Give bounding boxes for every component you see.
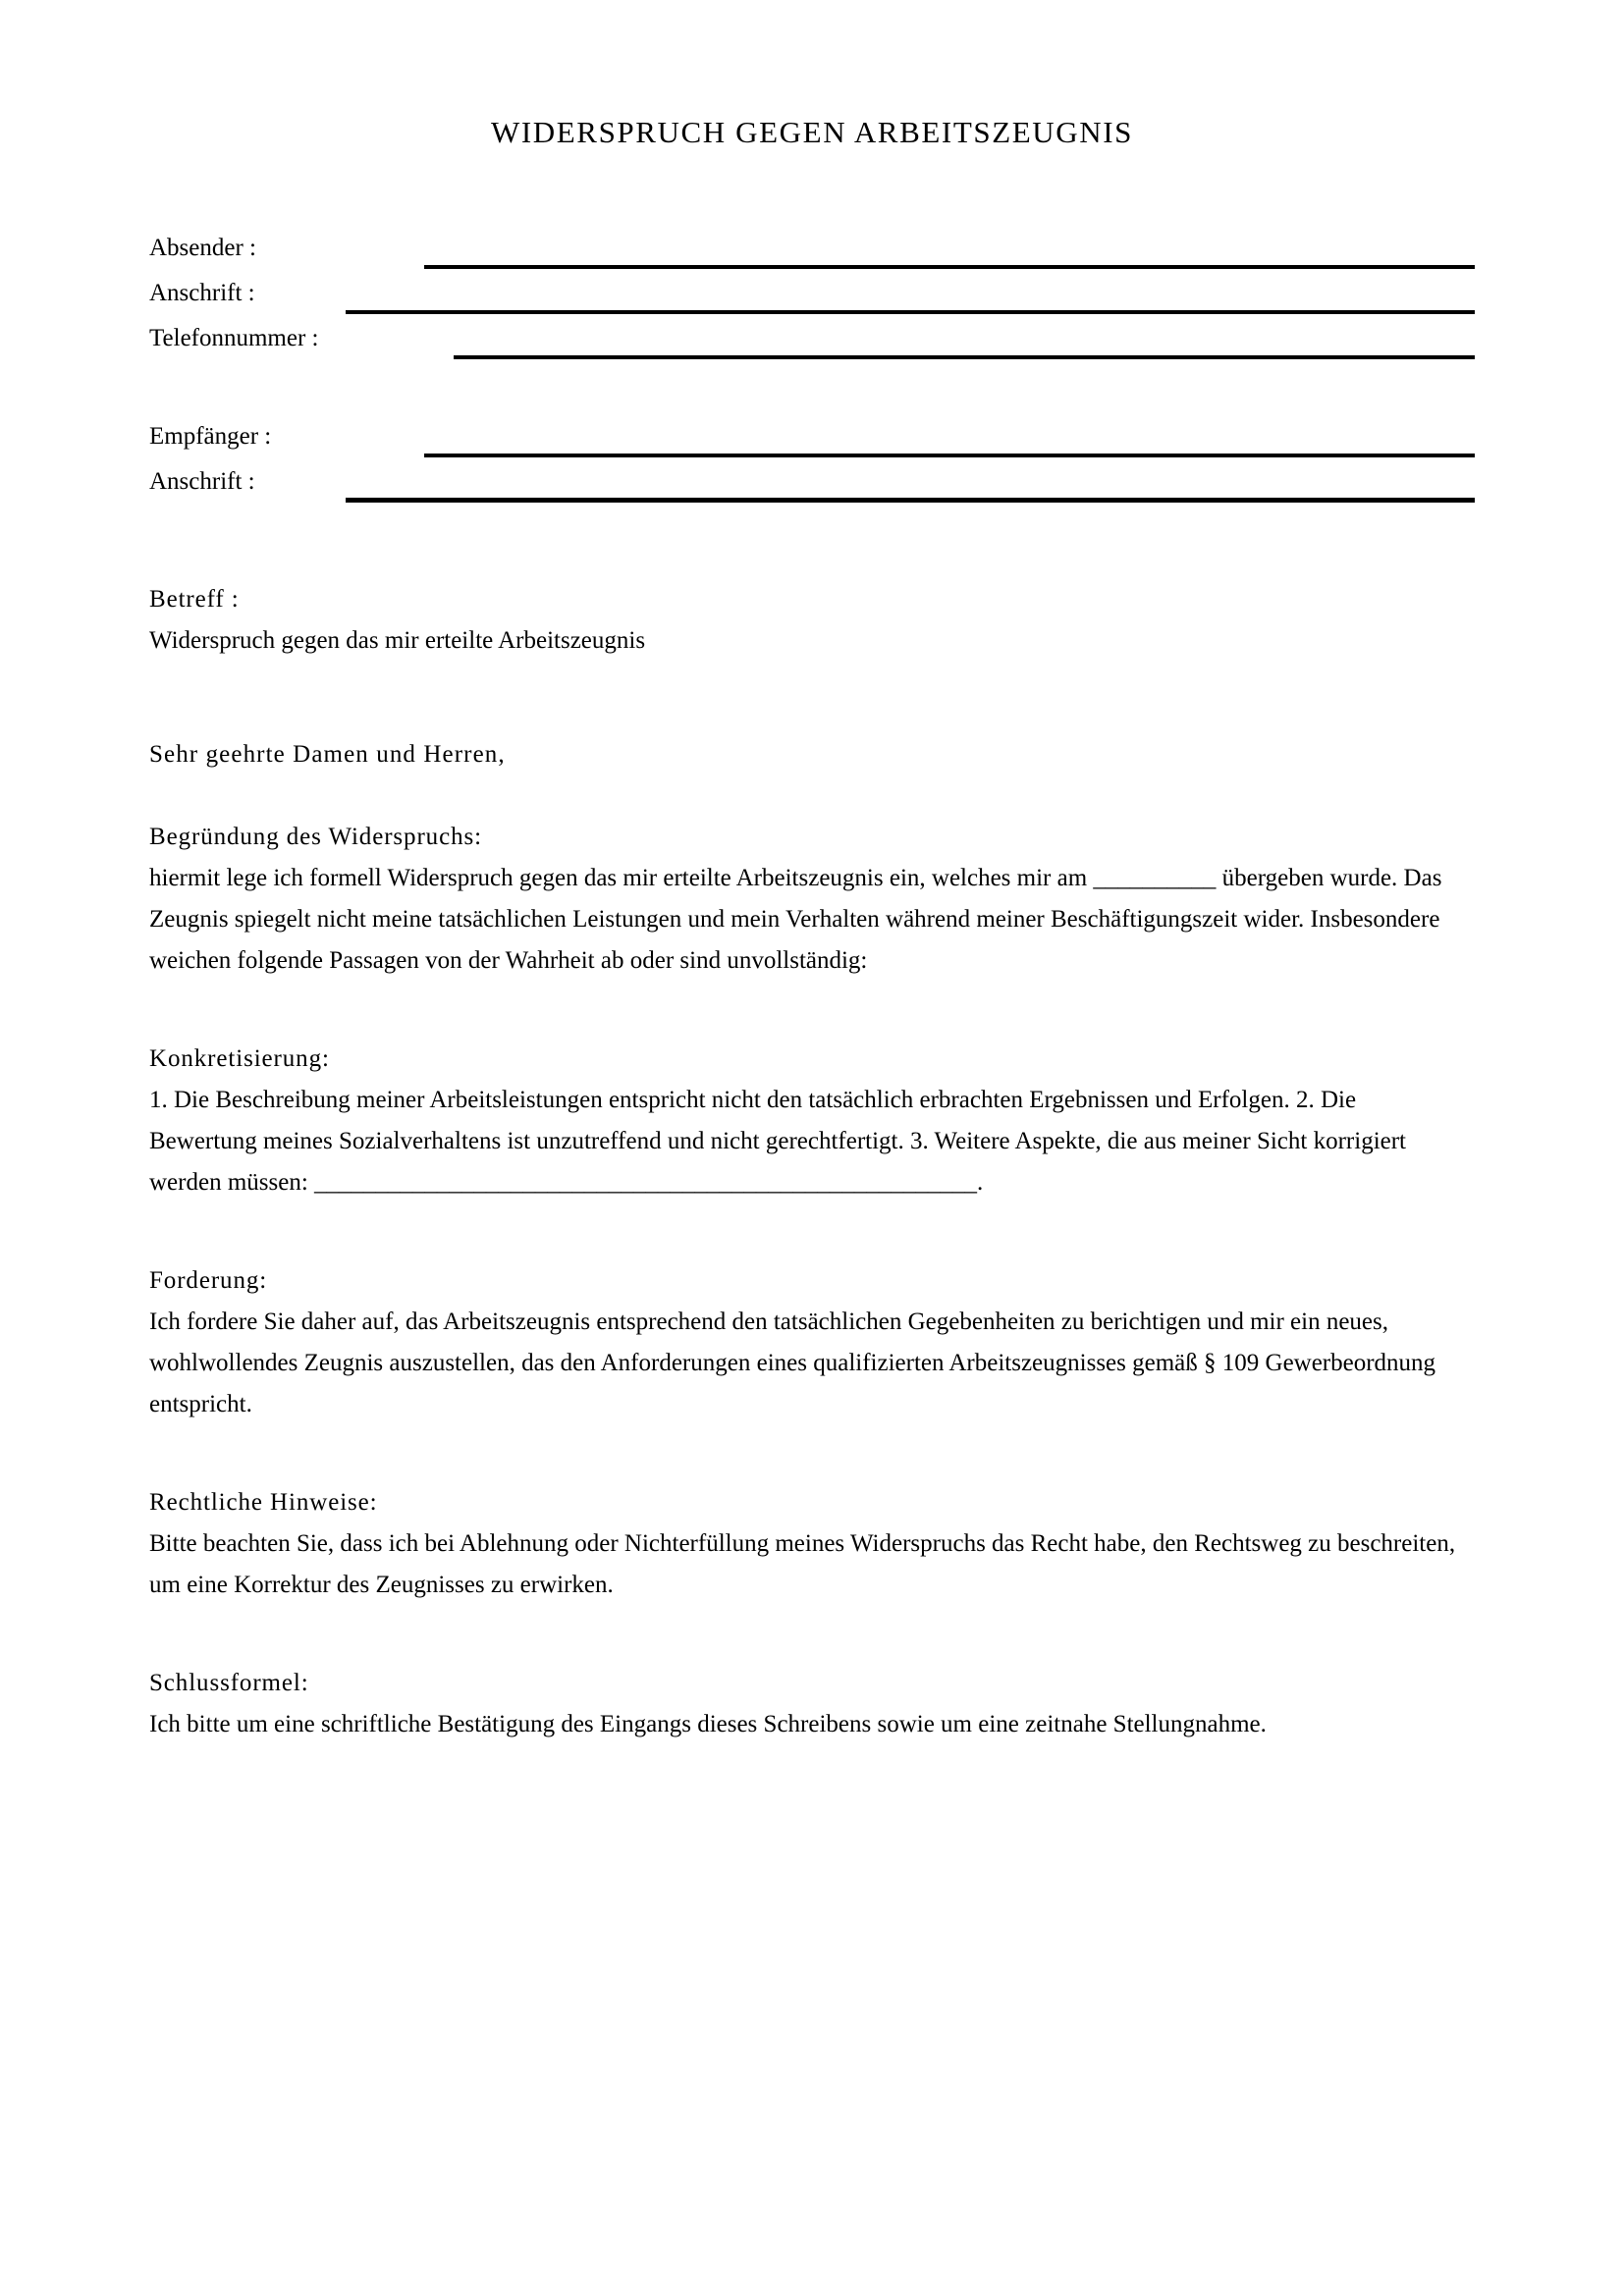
spacer: [149, 1606, 1460, 1663]
heading-rechtliche-hinweise: Rechtliche Hinweise:: [149, 1489, 378, 1516]
spacer: [149, 1203, 1460, 1260]
heading-begruendung: Begründung des Widerspruchs:: [149, 824, 482, 850]
label-telefonnummer: Telefonnummer :: [149, 325, 319, 351]
label-anschrift-recipient: Anschrift :: [149, 468, 255, 495]
field-row-empfaenger: [149, 420, 1475, 465]
spacer: [149, 1425, 1460, 1482]
input-line-telefonnummer[interactable]: [454, 355, 1475, 359]
spacer: [149, 662, 1460, 734]
spacer: [149, 775, 1460, 817]
input-line-absender[interactable]: [424, 265, 1475, 269]
label-anschrift-sender: Anschrift :: [149, 280, 255, 306]
label-empfaenger: Empfänger :: [149, 423, 272, 450]
sender-field-block: [149, 232, 1475, 367]
heading-schlussformel: Schlussformel:: [149, 1670, 309, 1696]
text-schlussformel: Ich bitte um eine schriftliche Bestätigung des Eingangs dieses Schreibens sowie um eine zeitnahe Stellungnahme.: [149, 1711, 1267, 1737]
heading-forderung: Forderung:: [149, 1267, 268, 1294]
section-betreff: [149, 579, 1460, 662]
text-forderung: Ich fordere Sie daher auf, das Arbeitszeugnis entsprechend den tatsächlichen Gegebenheiten zu berichtigen und mir ein neues, wohlwollendes Zeugnis auszustellen, das den Anforderungen eines qualifizierten Arbeitszeugnisses gemäß § 109 Gewerbeordnung entspricht.: [149, 1308, 1436, 1417]
recipient-field-block: [149, 420, 1475, 510]
section-konkretisierung: [149, 1039, 1460, 1203]
text-betreff: Widerspruch gegen das mir erteilte Arbeitszeugnis: [149, 627, 646, 654]
label-absender: Absender :: [149, 235, 256, 261]
section-begruendung: [149, 817, 1460, 982]
text-begruendung: hiermit lege ich formell Widerspruch gegen das mir erteilte Arbeitszeugnis ein, welches mir am __________ übergeben wurde. Das Zeugnis spiegelt nicht meine tatsächlichen Leistungen und mein Verhalten während meiner Beschäftigungszeit wider. Insbesondere weichen folgende Passagen von der Wahrheit ab oder sind unvollständig:: [149, 865, 1442, 974]
spacer: [149, 982, 1460, 1039]
salutation: Sehr geehrte Damen und Herren,: [149, 741, 506, 768]
input-line-anschrift-recipient[interactable]: [346, 498, 1475, 503]
letter-body: [149, 579, 1460, 1745]
field-row-telefonnummer: [149, 322, 1475, 367]
page-title: WIDERSPRUCH GEGEN ARBEITSZEUGNIS: [491, 115, 1133, 149]
heading-konkretisierung: Konkretisierung:: [149, 1045, 330, 1072]
field-row-anschrift-sender: [149, 277, 1475, 322]
input-line-empfaenger[interactable]: [424, 454, 1475, 457]
section-forderung: [149, 1260, 1460, 1425]
text-rechtliche-hinweise: Bitte beachten Sie, dass ich bei Ablehnung oder Nichterfüllung meines Widerspruchs das Recht habe, den Rechtsweg zu beschreiten, um eine Korrektur des Zeugnisses zu erwirken.: [149, 1530, 1456, 1598]
field-row-anschrift-recipient: [149, 465, 1475, 510]
input-line-anschrift-sender[interactable]: [346, 310, 1475, 314]
text-konkretisierung: 1. Die Beschreibung meiner Arbeitsleistungen entspricht nicht den tatsächlich erbrachten Ergebnissen und Erfolgen. 2. Die Bewertung meines Sozialverhaltens ist unzutreffend und nicht gerechtfertigt. 3. Weitere Aspekte, die aus meiner Sicht korrigiert werden müssen: ______________________________________________________.: [149, 1087, 1407, 1196]
section-rechtliche-hinweise: [149, 1482, 1460, 1606]
section-schlussformel: [149, 1663, 1460, 1745]
heading-betreff: Betreff :: [149, 586, 240, 613]
field-row-absender: [149, 232, 1475, 277]
